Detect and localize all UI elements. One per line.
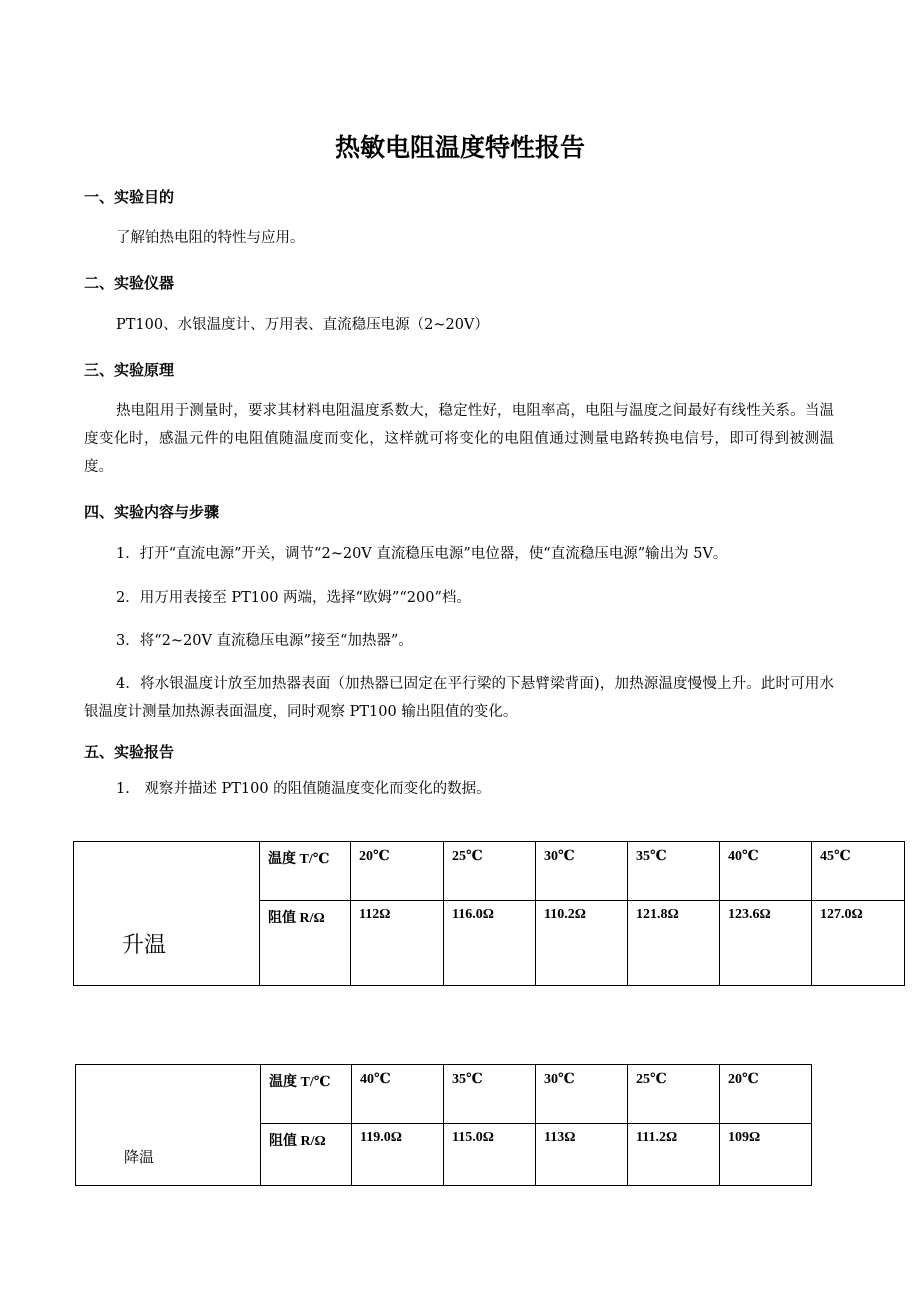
principle-text: 热电阻用于测量时，要求其材料电阻温度系数大，稳定性好，电阻率高，电阻与温度之间最好有线性关系。当温度变化时，感温元件的电阻值随温度而变化，这样就可将变化的电阻值通过测量电路转换电信号，即可得到被测温度。 xyxy=(84,403,834,475)
heating-table xyxy=(73,841,905,986)
temp-cell: 40℃ xyxy=(720,842,812,901)
temp-header: 温度 T/℃ xyxy=(260,842,351,901)
temp-cell: 30℃ xyxy=(536,842,628,901)
temp-cell: 45℃ xyxy=(812,842,905,901)
resistance-cell: 116.0Ω xyxy=(444,901,536,986)
temp-cell: 20℃ xyxy=(720,1065,812,1124)
resistance-cell: 109Ω xyxy=(720,1124,812,1186)
resistance-header: 阻值 R/Ω xyxy=(261,1124,352,1186)
resistance-header: 阻值 R/Ω xyxy=(260,901,351,986)
temp-cell: 35℃ xyxy=(628,842,720,901)
cooling-group-label: 降温 xyxy=(76,1065,261,1186)
section-heading-principle: 三、实验原理 xyxy=(84,361,175,379)
resistance-cell: 121.8Ω xyxy=(628,901,720,986)
resistance-cell: 119.0Ω xyxy=(352,1124,444,1186)
resistance-cell: 115.0Ω xyxy=(444,1124,536,1186)
heating-group-label: 升温 xyxy=(74,842,260,986)
section-heading-purpose: 一、实验目的 xyxy=(84,188,175,206)
report-item-1: 1. 观察并描述 PT100 的阻值随温度变化而变化的数据。 xyxy=(116,781,491,797)
page-title: 热敏电阻温度特性报告 xyxy=(334,133,585,162)
resistance-cell: 110.2Ω xyxy=(536,901,628,986)
procedure-step-2: 2．用万用表接至 PT100 两端，选择“欧姆”“200”档。 xyxy=(116,590,471,606)
temp-cell: 25℃ xyxy=(444,842,536,901)
purpose-text: 了解铂热电阻的特性与应用。 xyxy=(116,230,305,246)
procedure-step-1: 1．打开“直流电源”开关，调节“2~20V 直流稳压电源”电位器，使“直流稳压电源”输出为 5V。 xyxy=(116,546,728,562)
temp-cell: 40℃ xyxy=(352,1065,444,1124)
resistance-cell: 111.2Ω xyxy=(628,1124,720,1186)
section-heading-report: 五、实验报告 xyxy=(84,743,175,761)
procedure-step-3: 3．将“2~20V 直流稳压电源”接至“加热器”。 xyxy=(116,633,413,649)
resistance-cell: 113Ω xyxy=(536,1124,628,1186)
temp-cell: 35℃ xyxy=(444,1065,536,1124)
section-heading-instruments: 二、实验仪器 xyxy=(84,274,175,292)
resistance-cell: 123.6Ω xyxy=(720,901,812,986)
resistance-cell: 127.0Ω xyxy=(812,901,905,986)
resistance-cell: 112Ω xyxy=(351,901,444,986)
cooling-table xyxy=(75,1064,812,1186)
temp-header: 温度 T/℃ xyxy=(261,1065,352,1124)
procedure-step-4: 4．将水银温度计放至加热器表面（加热器已固定在平行梁的下悬臂梁背面)，加热源温度慢慢上升。此时可用水银温度计测量加热源表面温度，同时观察 PT100 输出阻值的变化。 xyxy=(84,676,834,720)
instruments-text: PT100、水银温度计、万用表、直流稳压电源（2~20V） xyxy=(116,317,489,333)
temp-cell: 25℃ xyxy=(628,1065,720,1124)
section-heading-procedure: 四、实验内容与步骤 xyxy=(84,503,220,521)
temp-cell: 20℃ xyxy=(351,842,444,901)
temp-cell: 30℃ xyxy=(536,1065,628,1124)
